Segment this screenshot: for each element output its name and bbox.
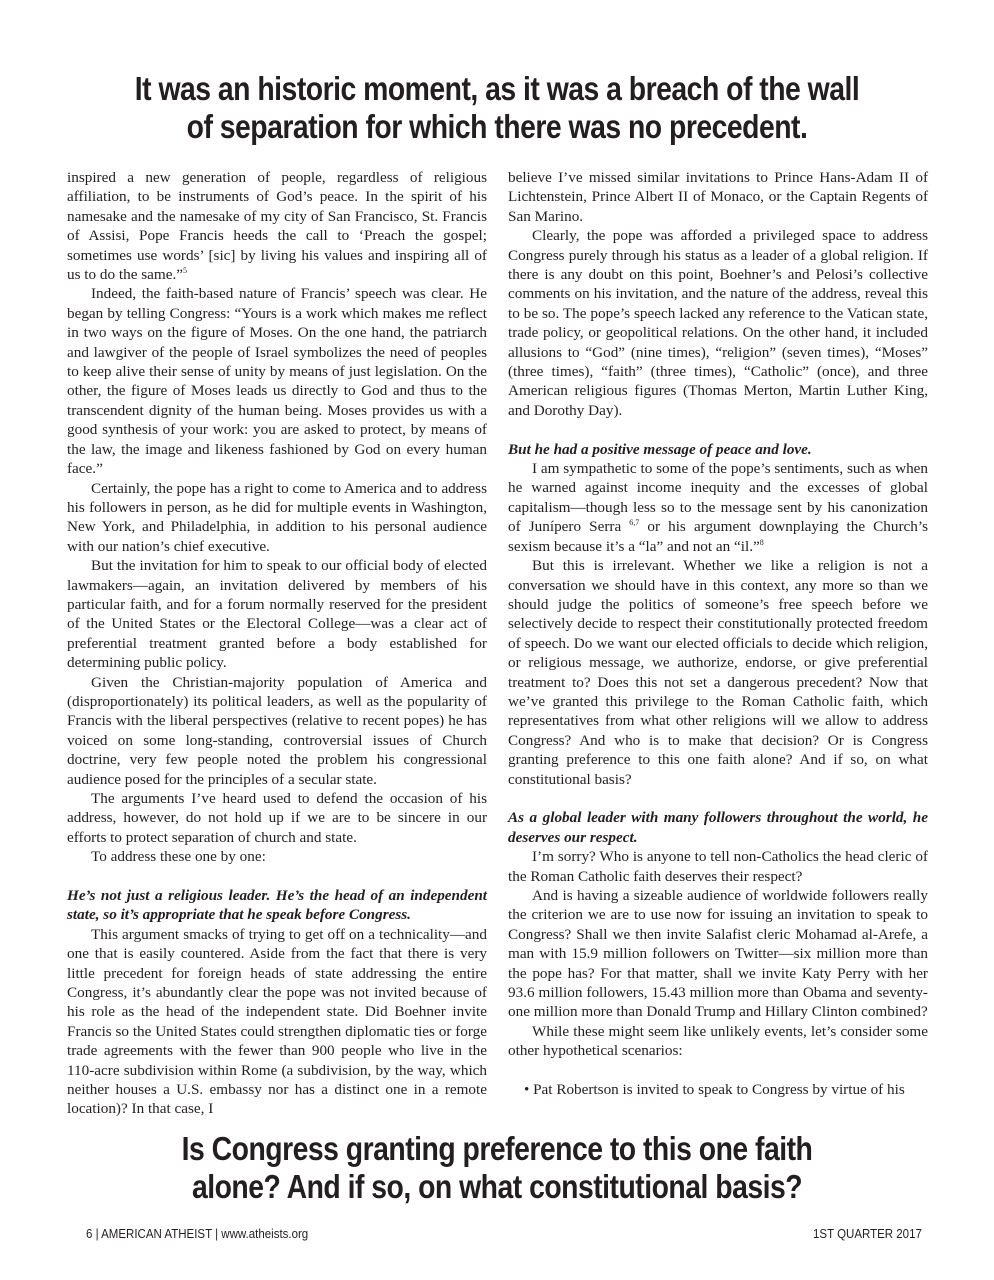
paragraph: And is having a sizeable audience of worldwide followers really the criterion we are to use now for issuing an invitation to speak to Congress? Shall we then invite Salafist cleric Mohamad al-Arefe, a man with 15.9 million followers on Twitter—six million more than the pope has? For that matter, shall we invite Katy Perry with her 93.6 million followers, 15.43 million more than Obama and seventy-one million more than Donald Trump and Hillary Clinton combined? [508, 887, 928, 1021]
paragraph-text: or his argument downplaying the Church’s sexism because it’s a “la” and not an “il.” [508, 518, 928, 555]
paragraph-text: I am sympathetic to some of the pope’s sentiments, such as when he warned against income inequity and the excesses of global capitalism—though less so to the message sent by his canonization of Junípero Serra [508, 460, 928, 536]
paragraph-text: inspired a new generation of people, regardless of religious affiliation, to be instruments of God’s peace. In the spirit of his namesake and the namesake of my city of San Francisco, St. Francis of Assisi, Pope Francis heeds the call to ‘Preach the gospel; sometimes use words’ [sic] by living his values and inspiring all of us to do the same.” [67, 169, 487, 284]
footnote-ref: 6,7 [629, 518, 640, 528]
pull-quote-line: of separation for which there was no precedent. [186, 108, 808, 145]
pull-quote-top [0, 70, 994, 146]
paragraph: While these might seem like unlikely events, let’s consider some other hypothetical scenarios: [508, 1022, 928, 1060]
paragraph [67, 168, 487, 284]
paragraph: Certainly, the pope has a right to come to America and to address his followers in person, as he did for multiple events in Washington, New York, and Philadelphia, in addition to his personal audience with our nation’s chief executive. [67, 479, 487, 555]
pull-quote-line: It was an historic moment, as it was a breach of the wall [134, 70, 860, 107]
paragraph: I’m sorry? Who is anyone to tell non-Catholics the head cleric of the Roman Catholic faith deserves their respect? [508, 848, 928, 885]
page-footer-left: 6 | AMERICAN ATHEIST | www.atheists.org [86, 1227, 309, 1241]
page-footer-right: 1ST QUARTER 2017 [813, 1227, 922, 1241]
article-column-left [67, 168, 487, 1119]
section-heading: As a global leader with many followers throughout the world, he deserves our respect. [508, 809, 928, 846]
paragraph: Indeed, the faith-based nature of Francis’ speech was clear. He began by telling Congress: “Yours is a work which makes me reflect in two ways on the figure of Moses. On the one hand, the patriarch and lawgiver of the people of Israel symbolizes the need of peoples to keep alive their sense of unity by means of just legislation. On the other, the figure of Moses leads us directly to God and thus to the transcendent dignity of the human being. Moses provides us with a good synthesis of your work: you are asked to protect, by means of the law, the image and likeness fashioned by God on every human face.” [67, 285, 487, 478]
paragraph [508, 459, 928, 556]
pull-quote-bottom [0, 1130, 994, 1206]
article-column-right [508, 168, 928, 1099]
paragraph: believe I’ve missed similar invitations to Prince Hans-Adam II of Lichtenstein, Prince Albert II of Monaco, or the Captain Regents of San Marino. [508, 169, 928, 225]
pull-quote-line: alone? And if so, on what constitutional basis? [191, 1168, 803, 1205]
paragraph: Clearly, the pope was afforded a privileged space to address Congress purely through his status as a leader of a global religion. If there is any doubt on this point, Boehner’s and Pelosi’s collective comments on his invitation, and the nature of the address, reveal this to be so. The pope’s speech lacked any reference to the Vatican state, trade policy, or geopolitical relations. On the other hand, it included allusions to “God” (nine times), “religion” (seven times), “Moses” (three times), “faith” (three times), “Catholic” (once), and three American religious figures (Thomas Merton, Martin Luther King, and Dorothy Day). [508, 227, 928, 419]
paragraph: Given the Christian-majority population of America and (disproportionately) its political leaders, as well as the popularity of Francis with the liberal perspectives (relative to recent popes) he has voiced on some long-standing, controversial issues of Church doctrine, very few people noted the problem his congressional audience posed for the principles of a secular state. [67, 673, 487, 788]
section-heading: He’s not just a religious leader. He’s the head of an independent state, so it’s appropriate that he speak before Congress. [67, 887, 487, 924]
footnote-ref: 5 [183, 266, 187, 276]
paragraph: But this is irrelevant. Whether we like a religion is not a conversation we should have in this context, any more so than we should judge the politics of someone’s free speech before we selectively decide to respect their constitutionally protected freedom of speech. Do we want our elected officials to decide which religion, or religious message, we authorize, endorse, or give preferential treatment to? Does this not set a dangerous precedent? Now that we’ve granted this privilege to the Roman Catholic faith, which representatives from what other religions will we allow to address Congress? And who is to make that decision? Or is Congress granting preference to this one faith alone? And if so, on what constitutional basis? [508, 557, 928, 788]
paragraph: To address these one by one: [91, 848, 266, 866]
bullet-item: • Pat Robertson is invited to speak to Congress by virtue of his [524, 1081, 905, 1099]
paragraph: This argument smacks of trying to get off on a technicality—and one that is easily countered. Aside from the fact that there is very little precedent for foreign heads of state addressing the entire Congress, it’s abundantly clear the pope was not invited because of his role as the head of the independent state. Did Boehner invite Francis so the United States could strengthen diplomatic ties or forge trade agreements with the fewer than 900 people who live in the 110-acre subdivision within Rome (a subdivision, by the way, which neither houses a U.S. embassy nor has a distinct one in a remote location)? In that case, I [67, 925, 487, 1118]
paragraph: But the invitation for him to speak to our official body of elected lawmakers—again, an invitation delivered by members of his particular faith, and for a forum normally reserved for the president of the United States or the Electoral College—was a clear act of preferential treatment granted before a body established for determining public policy. [67, 557, 487, 672]
footnote-ref: 8 [759, 537, 764, 547]
section-heading: But he had a positive message of peace and love. [508, 440, 812, 458]
paragraph: The arguments I’ve heard used to defend the occasion of his address, however, do not hold up if we are to be sincere in our efforts to protect separation of church and state. [67, 790, 487, 846]
pull-quote-line: Is Congress granting preference to this one faith [181, 1130, 813, 1167]
